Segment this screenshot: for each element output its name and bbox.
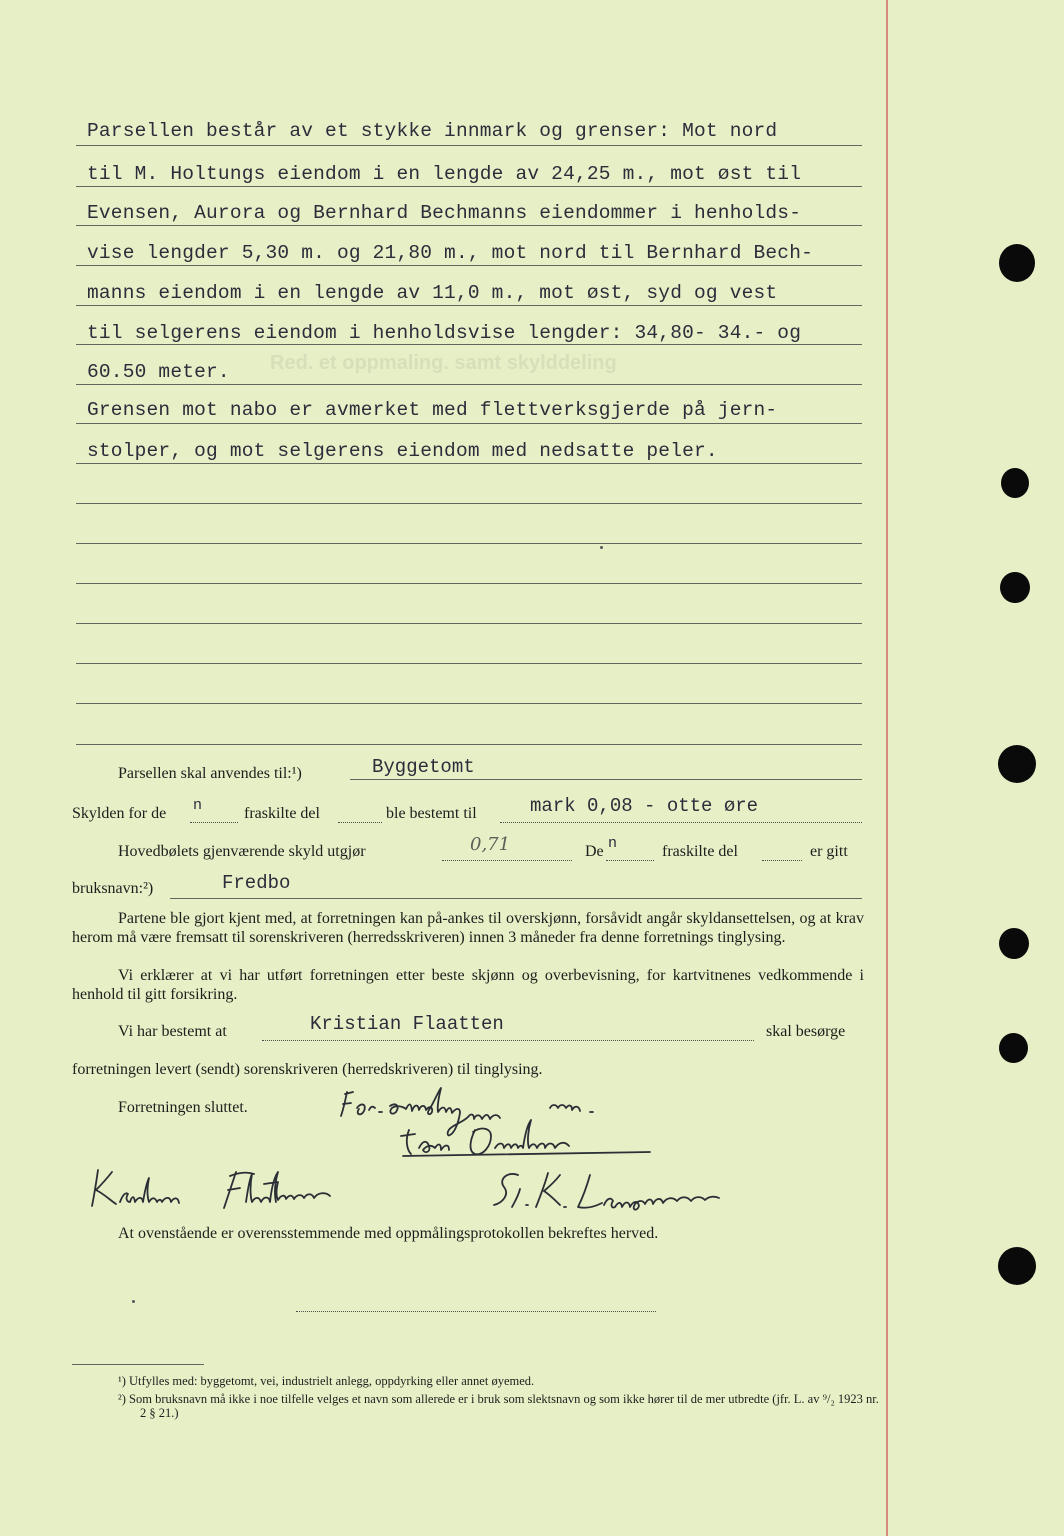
ruled-line [76,663,862,664]
bestemt-at-dots [262,1040,754,1041]
ruled-line [76,305,862,306]
ink-speck [600,546,603,549]
ruled-line [76,583,862,584]
use-value: Byggetomt [372,756,475,778]
paragraph-appeal: Partene ble gjort kjent med, at forretningen kan på-ankes til overskjønn, forsåvidt angår skyldansettelsen, og at krav herom må være fremsatt til sorenskriveren (herredsskriveren) innen 3 måneder fra denne forretnings tinglysing. [72,910,864,946]
margin-rule [886,0,888,1536]
ink-speck [132,1300,135,1303]
typed-line: 60.50 meter. [87,361,230,383]
de-n: n [608,835,618,852]
de-label: De [585,843,604,860]
confirm-label: At ovenstående er overensstemmende med oppmålingsprotokollen bekreftes herved. [118,1225,659,1242]
typed-line: til M. Holtungs eiendom i en lengde av 24,25 m., mot øst til [87,163,802,185]
use-label: Parsellen skal anvendes til:¹) [118,765,302,782]
typed-line: Parsellen består av et stykke innmark og grenser: Mot nord [87,120,778,142]
signature-flaatten [86,1162,376,1214]
signature-larssen [490,1165,740,1215]
typed-line: vise lengder 5,30 m. og 21,80 m., mot nord til Bernhard Bech- [87,242,814,264]
confirm-signature-dots [296,1311,656,1312]
footnote-2: ²) Som bruksnavn må ikke i noe tilfelle velges et navn som allerede er i bruk som slektsnavn og som ikke hører til de mer utbredte (jfr. L. av ⁹/₂ 1923 nr. 2 § 21.) [118,1392,879,1420]
footnote-1: ¹) Utfylles med: byggetomt, vei, industrielt anlegg, oppdyrking eller annet øyemed. [118,1374,535,1388]
ruled-line [76,384,862,385]
ruled-line [76,744,862,745]
bestemt-at-label: Vi har bestemt at [118,1023,227,1040]
ruled-line [76,423,862,424]
skyld-n: n [193,797,203,814]
typed-line: manns eiendom i en lengde av 11,0 m., mot øst, syd og vest [87,282,778,304]
ruled-line [76,265,862,266]
fraskilte-del-dots [762,860,802,861]
punch-hole [999,928,1029,959]
er-gitt-label: er gitt [810,843,848,860]
punch-hole [999,244,1035,282]
typed-line: Evensen, Aurora og Bernhard Bechmanns eiendommer i henholds- [87,202,802,224]
punch-hole [998,1247,1036,1285]
use-line [350,779,862,780]
sluttet-label: Forretningen sluttet. [118,1099,248,1116]
punch-hole [999,1033,1028,1063]
ruled-line [76,503,862,504]
bestemt-til-label: ble bestemt til [386,805,477,822]
footnote-divider [72,1364,204,1365]
bruksnavn-value: Fredbo [222,872,291,894]
skyld-value: mark 0,08 - otte øre [530,795,759,817]
bruksnavn-label: bruksnavn:²) [72,880,154,897]
levert-label: forretningen levert (sendt) sorenskriveren (herredskriveren) til tinglysing. [72,1061,543,1078]
fraskilte-del-label: fraskilte del [662,843,738,860]
skyld-dots [190,822,238,823]
ruled-line [76,623,862,624]
ruled-line [76,344,862,345]
de-dots [606,860,654,861]
besorge-label: skal besørge [766,1023,846,1040]
fraskilte-label: fraskilte del [244,805,320,822]
signature-oppmalingssjef [335,1082,695,1162]
paragraph-declaration: Vi erklærer at vi har utført forretningen etter beste skjønn og overbevisning, for kartvitnenes vedkommende i henhold til gitt forsikring. [72,967,864,1003]
punch-hole [998,745,1036,783]
punch-hole [1001,468,1029,498]
ruled-line [76,186,862,187]
ruled-line [76,463,862,464]
fraskilte-dots [338,822,382,823]
bleed-through-text: Red. et oppmaling. samt skylddeling [270,352,617,374]
hovedbol-label: Hovedbølets gjenværende skyld utgjør [118,843,366,860]
typed-line: stolper, og mot selgerens eiendom med nedsatte peler. [87,440,718,462]
ruled-line [76,703,862,704]
ruled-line [76,145,862,146]
typed-line: til selgerens eiendom i henholdsvise lengder: 34,80- 34.- og [87,322,802,344]
bruksnavn-line [170,898,862,899]
punch-hole [1000,572,1030,603]
ruled-line [76,225,862,226]
typed-line: Grensen mot nabo er avmerket med flettverksgjerde på jern- [87,399,778,421]
skyld-label: Skylden for de [72,805,167,822]
skyld-value-dots [500,822,862,823]
bestemt-at-value: Kristian Flaatten [310,1013,504,1035]
ruled-line [76,543,862,544]
hovedbol-dots [442,860,572,861]
hovedbol-value: 0,71 [470,834,511,855]
